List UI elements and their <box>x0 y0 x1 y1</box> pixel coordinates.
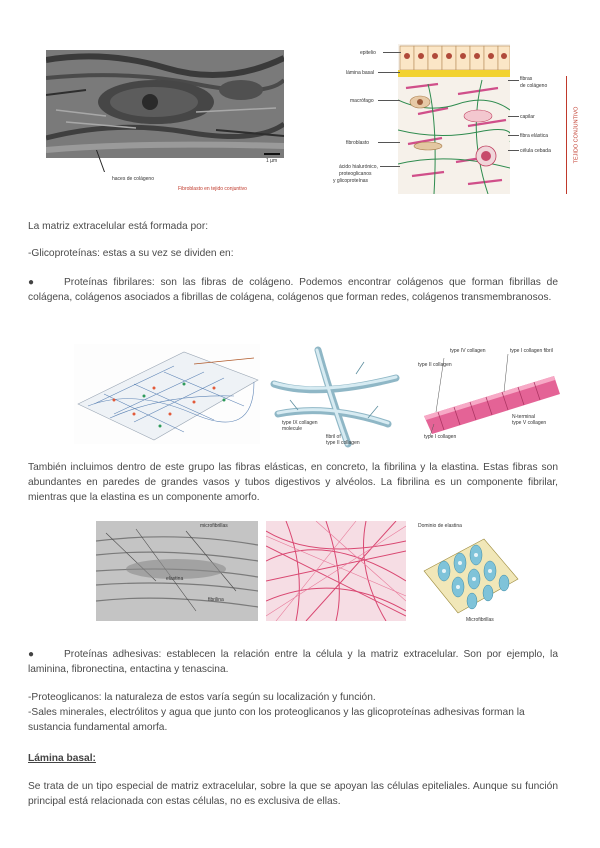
scale-bar-label: 1 µm <box>266 158 278 164</box>
elasticas-text: También incluimos dentro de este grupo las fibras elásticas, en concreto, la fibrilina y la elastina. Estas fibras son abundantes en paredes de grandes vasos y tubos digestivos y alvéolos. La fibrilina es un componente fibrilar, mientras que la elastina es un componente amorfo. <box>28 462 558 503</box>
tissue-side-bracket <box>566 76 571 194</box>
fibroblast-micrograph-drawing <box>46 50 284 158</box>
em-label-2: elastina <box>166 576 184 582</box>
adhesivas-text-content: Proteínas adhesivas: establecen la relación entre la célula y la matriz extracelular. Son por ejemplo, la laminina, fibronectina, entactina y tenascina. <box>28 649 558 675</box>
label-fibroblasto: fibroblasto <box>346 140 370 146</box>
adhesivas-text <box>28 648 558 678</box>
collagen-fibril-figure <box>268 344 402 450</box>
pink-label-2: type I collagen fibril <box>510 348 553 354</box>
elastic-em-figure <box>96 521 258 621</box>
label-glicoproteinas: y glicoproteínas <box>333 178 369 184</box>
label-lamina-basal: lámina basal <box>346 70 375 76</box>
scale-bar <box>264 153 280 155</box>
leader-epitelio <box>383 52 401 53</box>
label-epitelio: epitelio <box>360 50 376 56</box>
fibril-label-fibril: fibril of <box>326 434 341 440</box>
collagen-pink-drawing <box>414 344 560 444</box>
label-de-colageno: de colágeno <box>520 83 548 89</box>
fibril-label-type-ii: type II collagen <box>326 440 360 446</box>
micrograph-caption: Fibroblasto en tejido conjuntivo <box>178 186 247 192</box>
elastic-pink-figure <box>266 521 406 621</box>
collagen-network-drawing <box>74 344 260 444</box>
elastic-pink-drawing <box>266 521 406 621</box>
label-celula-cebada: célula cebada <box>520 148 551 154</box>
leader-lamina <box>378 72 400 73</box>
bullet-adhesivas: ● <box>28 649 35 660</box>
fibrilares-text-content: Proteínas fibrilares: son las fibras de colágeno. Podemos encontrar colágenos que forman fibrillas de colágena, colágenos asociados a fibrillas de colágena, colágenos que forman redes, colágenos transmembranosos. <box>28 277 558 303</box>
em-label-3: fibrilina <box>208 597 224 603</box>
connective-tissue-diagram <box>398 44 510 194</box>
collagen-pink-figure <box>414 344 560 444</box>
leader-capilar <box>508 116 519 117</box>
tissue-side-label: TEJIDO CONJUNTIVO <box>573 106 580 164</box>
fibrilin-3d-figure <box>414 521 524 625</box>
fibrilares-text <box>28 276 558 306</box>
fibroblast-micrograph <box>46 50 284 158</box>
label-macrofago: macrófago <box>350 98 374 104</box>
leader-macrofago <box>378 100 400 101</box>
connective-tissue-drawing <box>398 44 510 194</box>
label-proteoglicanos: proteoglicanos <box>339 171 372 177</box>
pink-label-3: type II collagen <box>418 362 452 368</box>
micrograph-fiber-pointer <box>96 150 145 172</box>
fibrilin-label-top: Dominio de elastina <box>418 523 462 529</box>
label-capilar: capilar <box>520 114 535 120</box>
elastic-em-drawing <box>96 521 258 621</box>
fibrilin-label-bottom: Microfibrillas <box>466 617 494 623</box>
pink-label-4: N-terminal <box>512 414 536 420</box>
collagen-network-figure <box>74 344 260 444</box>
pink-label-5: type V collagen <box>512 420 547 426</box>
leader-fibras <box>508 80 519 81</box>
glicoproteinas-text: -Glicoproteínas: estas a su vez se dividen en: <box>28 248 234 259</box>
intro-text: La matriz extracelular está formada por: <box>28 221 209 232</box>
fibrilin-3d-drawing <box>414 521 524 625</box>
pink-label-1: type IV collagen <box>450 348 486 354</box>
sales-text: -Sales minerales, electrólitos y agua que junto con los proteoglicanos y las glicoproteínas adhesivas forman la sustancia fundamental amorfa. <box>28 707 525 733</box>
lamina-basal-heading: Lámina basal: <box>28 753 96 764</box>
em-label-1: microfibrillas <box>200 523 228 529</box>
leader-elastica <box>508 135 519 136</box>
proteoglicanos-text: -Proteoglicanos: la naturaleza de estos varía según su localización y función. <box>28 692 376 703</box>
leader-cebada <box>508 150 519 151</box>
fibril-label-molecule: molecule <box>282 426 303 432</box>
label-fibra-elastica: fibra elástica <box>520 133 549 139</box>
leader-fibroblasto <box>378 142 400 143</box>
fibril-label-type-ix: type IX collagen <box>282 420 318 426</box>
lamina-text: Se trata de un tipo especial de matriz extracelular, sobre la que se apoyan las células epiteliales. Aunque su función principal está relacionada con estas células, no es exclusiva de ellas. <box>28 781 558 807</box>
micrograph-fiber-label: haces de colágeno <box>112 176 154 182</box>
label-fibras: fibras <box>520 76 533 82</box>
bullet-fibrilares: ● <box>28 277 35 288</box>
label-acido-hialuronico: ácido hialurónico, <box>339 164 378 170</box>
pink-label-6: type I collagen <box>424 434 457 440</box>
leader-acido <box>380 166 400 167</box>
